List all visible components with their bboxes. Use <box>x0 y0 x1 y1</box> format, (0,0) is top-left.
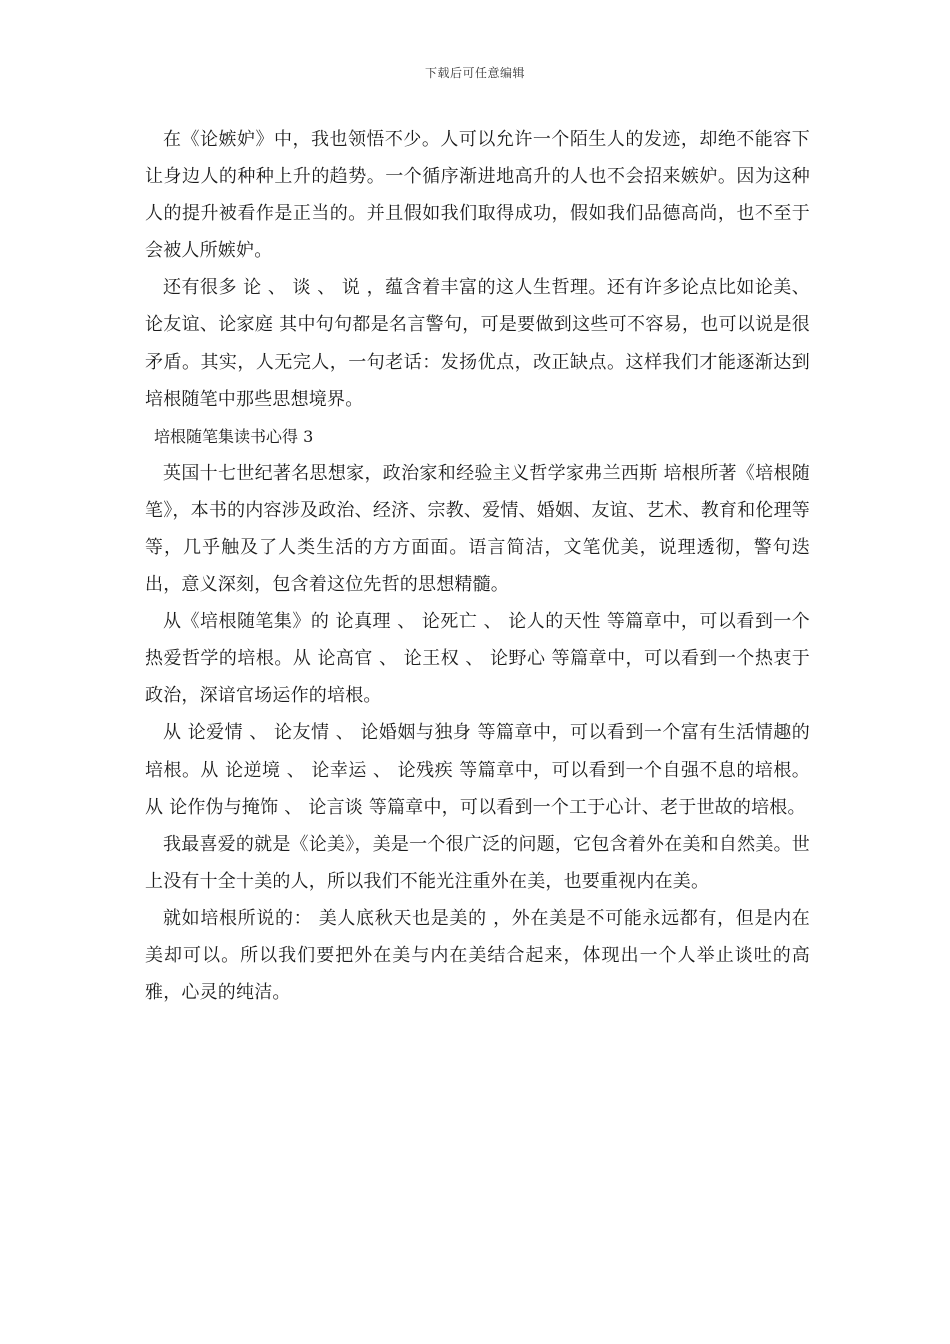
paragraph-philosophy-politics: 从《培根随笔集》的 论真理 、 论死亡 、 论人的天性 等篇章中，可以看到一个热爱哲学的培根。从 论高官 、 论王权 、 论野心 等篇章中，可以看到一个热衷于政治，深谙官场运作的培根。 <box>145 611 810 707</box>
paragraph-beauty: 我最喜爱的就是《论美》，美是一个很广泛的问题，它包含着外在美和自然美。世上没有十全十美的人，所以我们不能光注重外在美，也要重视内在美。 <box>145 833 810 892</box>
page-header: 下载后可任意编辑 <box>424 66 525 80</box>
paragraph-quote: 就如培根所说的： 美人底秋天也是美的 ，外在美是不可能永远都有，但是内在美却可以。所以我们要把外在美与内在美结合起来，体现出一个人举止谈吐的高雅，心灵的纯洁。 <box>145 907 810 1004</box>
paragraph-envy: 在《论嫉妒》中，我也领悟不少。人可以允许一个陌生人的发迹，却绝不能容下让身边人的种种上升的趋势。一个循序渐进地高升的人也不会招来嫉妒。因为这种人的提升被看作是正当的。并且假如我们取得成功，假如我们品德高尚，也不至于会被人所嫉妒。 <box>145 129 810 262</box>
paragraph-intro-bacon: 英国十七世纪著名思想家，政治家和经验主义哲学家弗兰西斯 培根所著《培根随笔》，本书的内容涉及政治、经济、宗教、爱情、婚姻、友谊、艺术、教育和伦理等等，几乎触及了人类生活的方方面面。语言简洁，文笔优美，说理透彻，警句迭出，意义深刻，包含着这位先哲的思想精髓。 <box>145 462 810 596</box>
paragraph-philosophy: 还有很多 论 、 谈 、 说 ，蕴含着丰富的这人生哲理。还有许多论点比如论美、论友谊、论家庭 其中句句都是名言警句，可是要做到这些可不容易，也可以说是很矛盾。其实，人无完人，一句老话：发扬优点，改正缺点。这样我们才能逐渐达到培根随笔中那些思想境界。 <box>145 277 810 410</box>
document-body <box>145 121 810 1011</box>
paragraph-life-interest: 从 论爱情 、 论友情 、 论婚姻与独身 等篇章中，可以看到一个富有生活情趣的培根。从 论逆境 、 论幸运 、 论残疾 等篇章中，可以看到一个自强不息的培根。从 论作伪与掩饰 、 论言谈 等篇章中，可以看到一个工于心计、老于世故的培根。 <box>145 722 810 818</box>
section-title: 培根随笔集读书心得 3 <box>154 426 314 446</box>
